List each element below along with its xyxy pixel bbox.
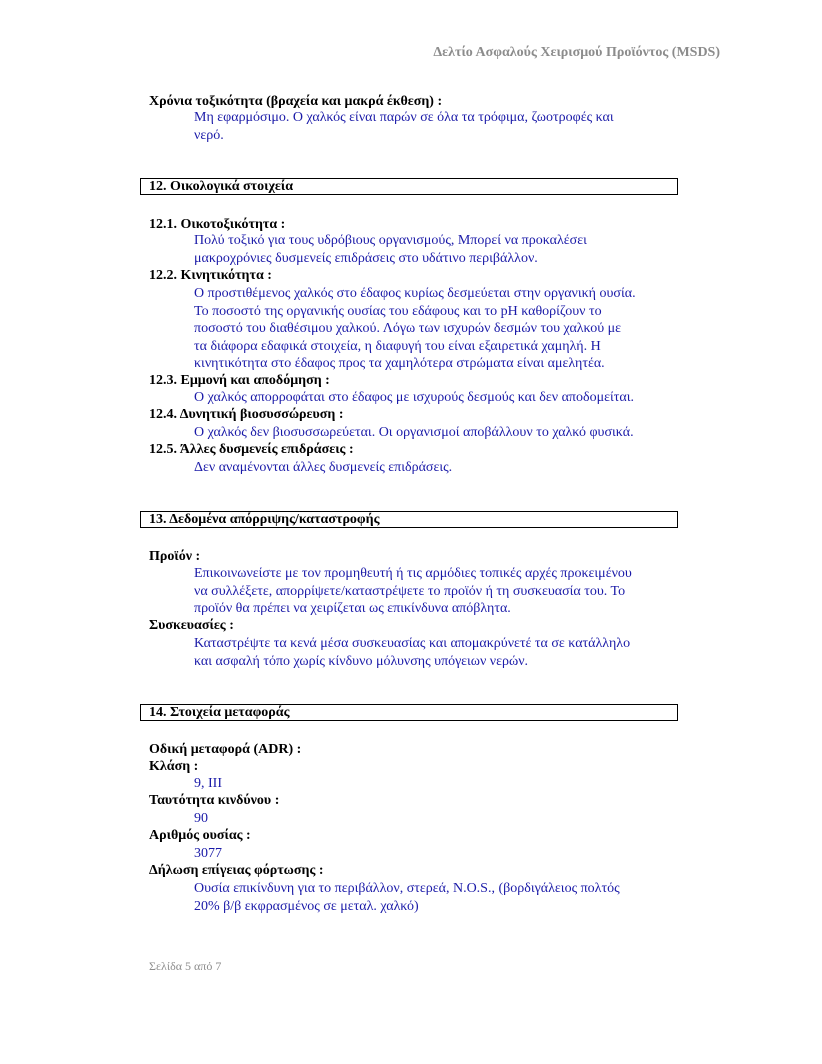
chronic-toxicity-label: Χρόνια τοξικότητα (βραχεία και μακρά έκθεση) : — [149, 94, 443, 109]
mobility-text — [194, 285, 694, 373]
section-13-header — [140, 511, 678, 528]
bioaccumulation-label: 12.4. Δυνητική βιοσυσσώρευση : — [149, 407, 344, 422]
text-line: ποσοστό του διαθέσιμου χαλκού. Λόγω των ισχυρών δεσμών του χαλκού με — [194, 321, 622, 337]
loading-declaration-label: Δήλωση επίγειας φόρτωσης : — [149, 863, 324, 878]
hazard-id-value: 90 — [194, 811, 208, 826]
product-text — [194, 565, 694, 618]
text-line: Πολύ τοξικό για τους υδρόβιους οργανισμούς, Μπορεί να προκαλέσει — [194, 233, 587, 248]
text-line: Ο προστιθέμενος χαλκός στο έδαφος κυρίως δεσμεύεται στην οργανική ουσία. — [194, 286, 636, 301]
substance-number-value: 3077 — [194, 846, 222, 861]
other-effects-text — [194, 459, 694, 477]
text-line: Καταστρέψτε τα κενά μέσα συσκευασίας και απομακρύνετέ τα σε κατάλληλο — [194, 636, 631, 651]
page-number: Σελίδα 5 από 7 — [149, 959, 222, 973]
text-line: 20% β/β εκφρασμένος σε μεταλ. χαλκό) — [194, 898, 419, 914]
text-line: να συλλέξετε, απορρίψετε/καταστρέψετε το προϊόν ή τη συσκευασία του. Το — [194, 583, 626, 599]
persistence-label: 12.3. Εμμονή και αποδόμηση : — [149, 373, 330, 388]
product-label: Προϊόν : — [149, 549, 201, 564]
text-line: μακροχρόνιες δυσμενείς επιδράσεις στο υδάτινο περιβάλλον. — [194, 250, 538, 266]
chronic-toxicity-text — [194, 109, 694, 144]
persistence-text — [194, 389, 694, 407]
section-13-title: 13. Δεδομένα απόρριψης/καταστροφής — [149, 512, 380, 527]
loading-declaration-text — [194, 880, 694, 915]
text-line: κινητικότητα στο έδαφος προς τα χαμηλότερα στρώματα είναι αμελητέα. — [194, 356, 605, 372]
document-header: Δελτίο Ασφαλούς Χειρισμού Προϊόντος (MSDS) — [433, 45, 720, 60]
section-14-header — [140, 704, 678, 721]
text-line: Το ποσοστό της οργανικής ουσίας του εδάφους και το pH καθορίζουν το — [194, 303, 602, 319]
text-line: νερό. — [194, 127, 224, 143]
bioaccumulation-text — [194, 424, 694, 442]
section-14-title: 14. Στοιχεία μεταφοράς — [149, 705, 290, 720]
road-transport-label: Οδική μεταφορά (ADR) : — [149, 742, 302, 757]
class-label: Κλάση : — [149, 759, 199, 774]
text-line: Ο χαλκός απορροφάται στο έδαφος με ισχυρούς δεσμούς και δεν αποδομείται. — [194, 390, 634, 405]
text-line: και ασφαλή τόπο χωρίς κίνδυνο μόλυνσης υπόγειων νερών. — [194, 653, 529, 669]
text-line: Ο χαλκός δεν βιοσυσσωρεύεται. Οι οργανισμοί αποβάλλουν το χαλκό φυσικά. — [194, 425, 634, 440]
section-12-title: 12. Οικολογικά στοιχεία — [149, 179, 294, 194]
text-line: Επικοινωνείστε με τον προμηθευτή ή τις αρμόδιες τοπικές αρχές προκειμένου — [194, 566, 632, 581]
class-value: 9, III — [194, 776, 222, 791]
hazard-id-label: Ταυτότητα κινδύνου : — [149, 793, 280, 808]
mobility-label: 12.2. Κινητικότητα : — [149, 268, 272, 283]
substance-number-label: Αριθμός ουσίας : — [149, 828, 251, 843]
text-line: Μη εφαρμόσιμο. Ο χαλκός είναι παρών σε όλα τα τρόφιμα, ζωοτροφές και — [194, 110, 614, 125]
text-line: προϊόν θα πρέπει να χειρίζεται ως επικίνδυνα απόβλητα. — [194, 601, 511, 617]
section-12-header — [140, 178, 678, 195]
other-effects-label: 12.5. Άλλες δυσμενείς επιδράσεις : — [149, 442, 354, 457]
packaging-text — [194, 635, 694, 670]
text-line: τα διάφορα εδαφικά στοιχεία, η διαφυγή του είναι εξαιρετικά χαμηλή. Η — [194, 338, 601, 354]
ecotoxicity-text — [194, 232, 694, 267]
packaging-label: Συσκευασίες : — [149, 618, 234, 633]
text-line: Ουσία επικίνδυνη για το περιβάλλον, στερεά, N.O.S., (βορδιγάλειος πολτός — [194, 881, 620, 896]
text-line: Δεν αναμένονται άλλες δυσμενείς επιδράσεις. — [194, 460, 453, 475]
ecotoxicity-label: 12.1. Οικοτοξικότητα : — [149, 217, 286, 232]
